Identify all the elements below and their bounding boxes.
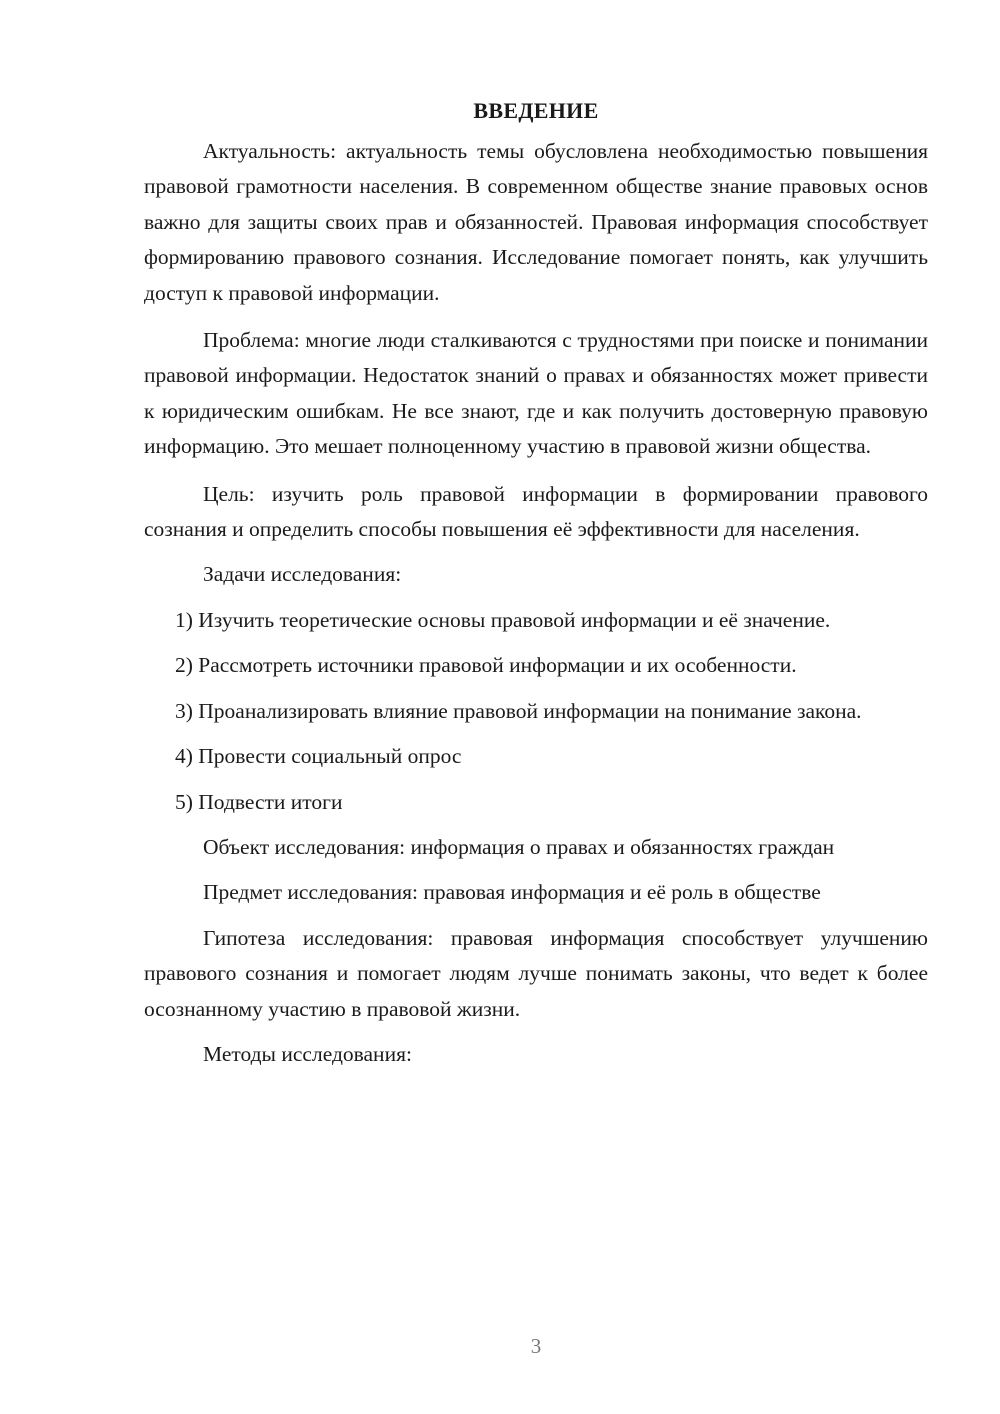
paragraph-problem: Проблема: многие люди сталкиваются с трудностями при поиске и понимании правовой информации. Недостаток знаний о правах и обязанностях может привести к юридическим ошибкам. Не все знают, где и как получить достоверную правовую информацию. Это мешает полноценному участию в правовой жизни общества.: [144, 328, 928, 459]
task-item-3: 3) Проанализировать влияние правовой информации на понимание закона.: [175, 698, 862, 723]
paragraph-goal: Цель: изучить роль правовой информации в формировании правового сознания и определить способы повышения её эффективности для населения.: [144, 481, 928, 542]
paragraph-methods: Методы исследования:: [203, 1041, 412, 1066]
page-content: [144, 93, 928, 1072]
paragraph-object: Объект исследования: информация о правах и обязанностях граждан: [203, 834, 835, 859]
paragraph-relevance: Актуальность: актуальность темы обусловлена необходимостью повышения правовой грамотности населения. В современном обществе знание правовых основ важно для защиты своих прав и обязанностей. Правовая информация способствует формированию правового сознания. Исследование помогает понять, как улучшить доступ к правовой информации.: [144, 139, 928, 305]
paragraph-subject: Предмет исследования: правовая информация и её роль в обществе: [203, 880, 821, 905]
page-number: 3: [530, 1334, 542, 1358]
task-item-2: 2) Рассмотреть источники правовой информации и их особенности.: [175, 653, 797, 678]
task-item-5: 5) Подвести итоги: [175, 789, 343, 814]
paragraph-tasks-heading: Задачи исследования:: [203, 562, 402, 587]
task-item-1: 1) Изучить теоретические основы правовой информации и её значение.: [175, 607, 831, 632]
section-title: ВВЕДЕНИЕ: [473, 98, 599, 123]
paragraph-hypothesis: Гипотеза исследования: правовая информация способствует улучшению правового сознания и помогает людям лучше понимать законы, что ведет к более осознанному участию в правовой жизни.: [144, 925, 928, 1021]
task-item-4: 4) Провести социальный опрос: [175, 744, 462, 769]
